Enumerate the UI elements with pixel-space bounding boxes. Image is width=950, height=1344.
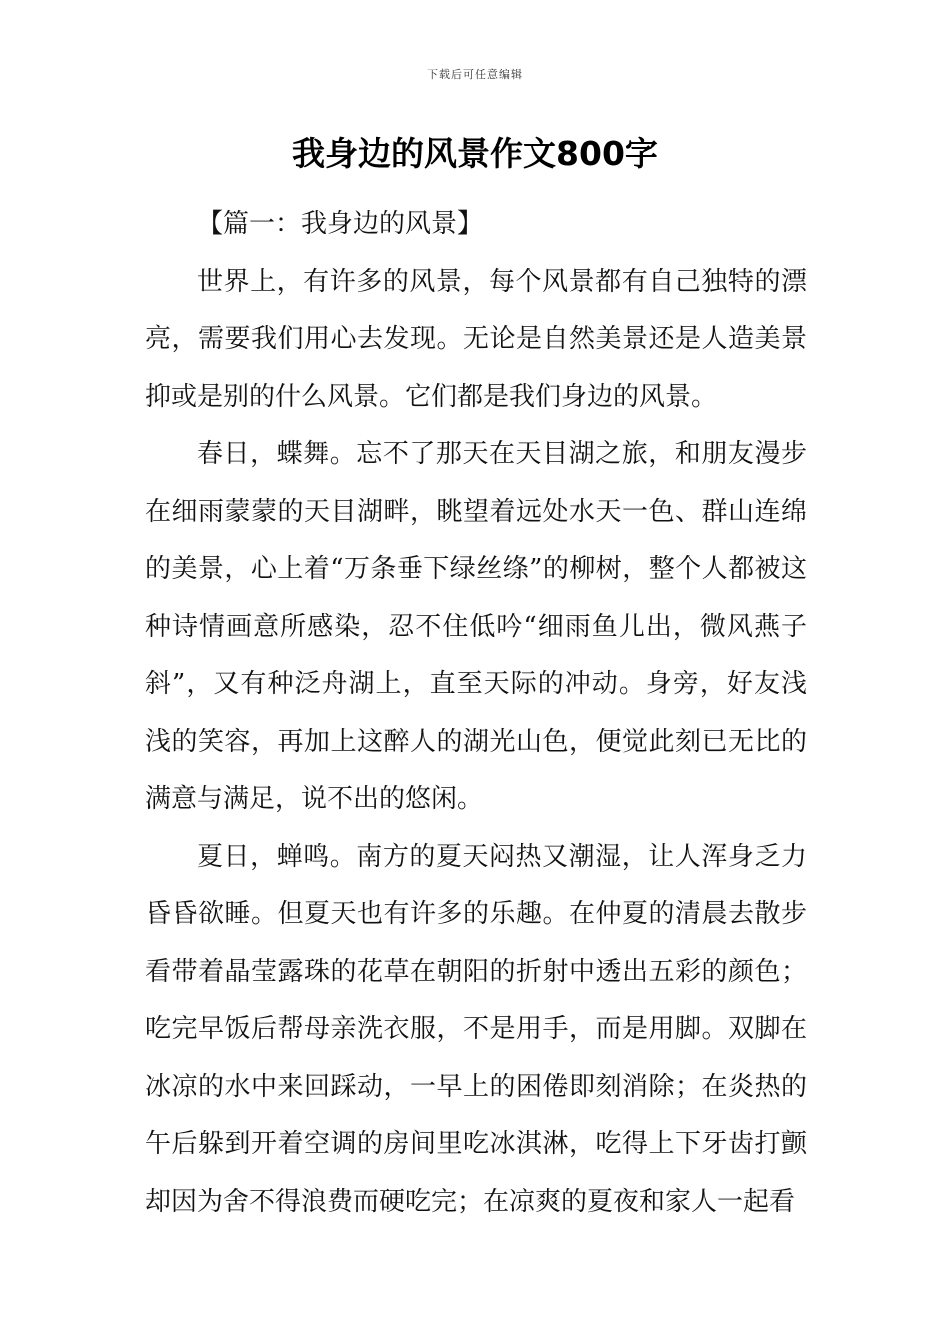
paragraph-intro: 世界上，有许多的风景，每个风景都有自己独特的漂亮，需要我们用心去发现。无论是自然美景还是人造美景抑或是别的什么风景。它们都是我们身边的风景。 — [145, 266, 807, 412]
document-body — [145, 196, 807, 1231]
paragraph-summer: 夏日，蝉鸣。南方的夏天闷热又潮湿，让人浑身乏力昏昏欲睡。但夏天也有许多的乐趣。在仲夏的清晨去散步看带着晶莹露珠的花草在朝阳的折射中透出五彩的颜色；吃完早饭后帮母亲洗衣服，不是用手，而是用脚。双脚在冰凉的水中来回踩动，一早上的困倦即刻消除；在炎热的午后躲到开着空调的房间里吃冰淇淋，吃得上下牙齿打颤却因为舍不得浪费而硬吃完；在凉爽的夏夜和家人一起看 — [145, 841, 807, 1217]
header-note: 下载后可任意编辑 — [427, 68, 523, 81]
document-title: 我身边的风景作文800字 — [292, 134, 658, 173]
section-heading: 【篇一：我身边的风景】 — [197, 209, 484, 239]
paragraph-spring: 春日，蝶舞。忘不了那天在天目湖之旅，和朋友漫步在细雨蒙蒙的天目湖畔，眺望着远处水天一色、群山连绵的美景，心上着“万条垂下绿丝绦”的柳树，整个人都被这种诗情画意所感染，忍不住低吟“细雨鱼儿出，微风燕子斜”，又有种泛舟湖上，直至天际的冲动。身旁，好友浅浅的笑容，再加上这醉人的湖光山色，便觉此刻已无比的满意与满足，说不出的悠闲。 — [145, 439, 807, 814]
